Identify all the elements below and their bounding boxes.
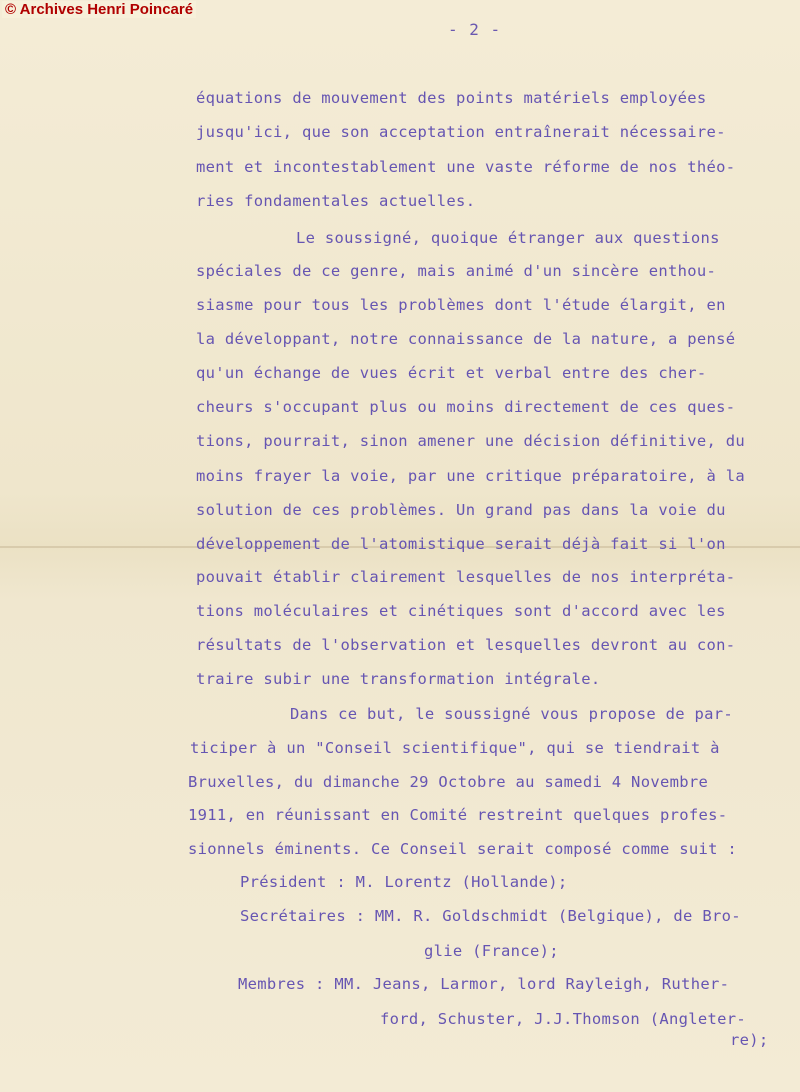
text-line: Dans ce but, le soussigné vous propose de par- — [290, 705, 734, 723]
text-line: re); — [730, 1031, 769, 1049]
text-line: cheurs s'occupant plus ou moins directement de ces ques- — [196, 398, 736, 416]
text-line: ford, Schuster, J.J.Thomson (Angleter- — [380, 1010, 747, 1028]
text-line: résultats de l'observation et lesquelles devront au con- — [196, 636, 736, 654]
text-line: équations de mouvement des points matériels employées — [196, 89, 707, 107]
text-line: Membres : MM. Jeans, Larmor, lord Rayleigh, Ruther- — [238, 975, 730, 993]
page-number: - 2 - — [448, 20, 502, 39]
text-line: sionnels éminents. Ce Conseil serait composé comme suit : — [188, 840, 738, 858]
text-line: Secrétaires : MM. R. Goldschmidt (Belgique), de Bro- — [240, 907, 741, 925]
text-line: ment et incontestablement une vaste réforme de nos théo- — [196, 158, 736, 176]
text-line: moins frayer la voie, par une critique préparatoire, à la — [196, 467, 746, 485]
text-line: solution de ces problèmes. Un grand pas dans la voie du — [196, 501, 726, 519]
text-line: pouvait établir clairement lesquelles de nos interpréta- — [196, 568, 736, 586]
text-line: traire subir une transformation intégrale. — [196, 670, 601, 688]
text-line: tions, pourrait, sinon amener une décision définitive, du — [196, 432, 746, 450]
text-line: qu'un échange de vues écrit et verbal entre des cher- — [196, 364, 707, 382]
text-line: ticiper à un "Conseil scientifique", qui se tiendrait à — [190, 739, 720, 757]
text-line: Le soussigné, quoique étranger aux questions — [296, 229, 720, 247]
text-line: 1911, en réunissant en Comité restreint quelques profes- — [188, 806, 728, 824]
text-line: jusqu'ici, que son acceptation entraînerait nécessaire- — [196, 123, 726, 141]
text-line: Bruxelles, du dimanche 29 Octobre au samedi 4 Novembre — [188, 773, 709, 791]
text-line: la développant, notre connaissance de la nature, a pensé — [196, 330, 736, 348]
text-line: glie (France); — [424, 942, 559, 960]
text-line: spéciales de ce genre, mais animé d'un sincère enthou- — [196, 262, 717, 280]
text-line: siasme pour tous les problèmes dont l'étude élargit, en — [196, 296, 726, 314]
text-line: tions moléculaires et cinétiques sont d'accord avec les — [196, 602, 726, 620]
text-line: Président : M. Lorentz (Hollande); — [240, 873, 568, 891]
text-line: ries fondamentales actuelles. — [196, 192, 476, 210]
text-line: développement de l'atomistique serait déjà fait si l'on — [196, 535, 726, 553]
copyright-watermark: © Archives Henri Poincaré — [2, 1, 196, 18]
